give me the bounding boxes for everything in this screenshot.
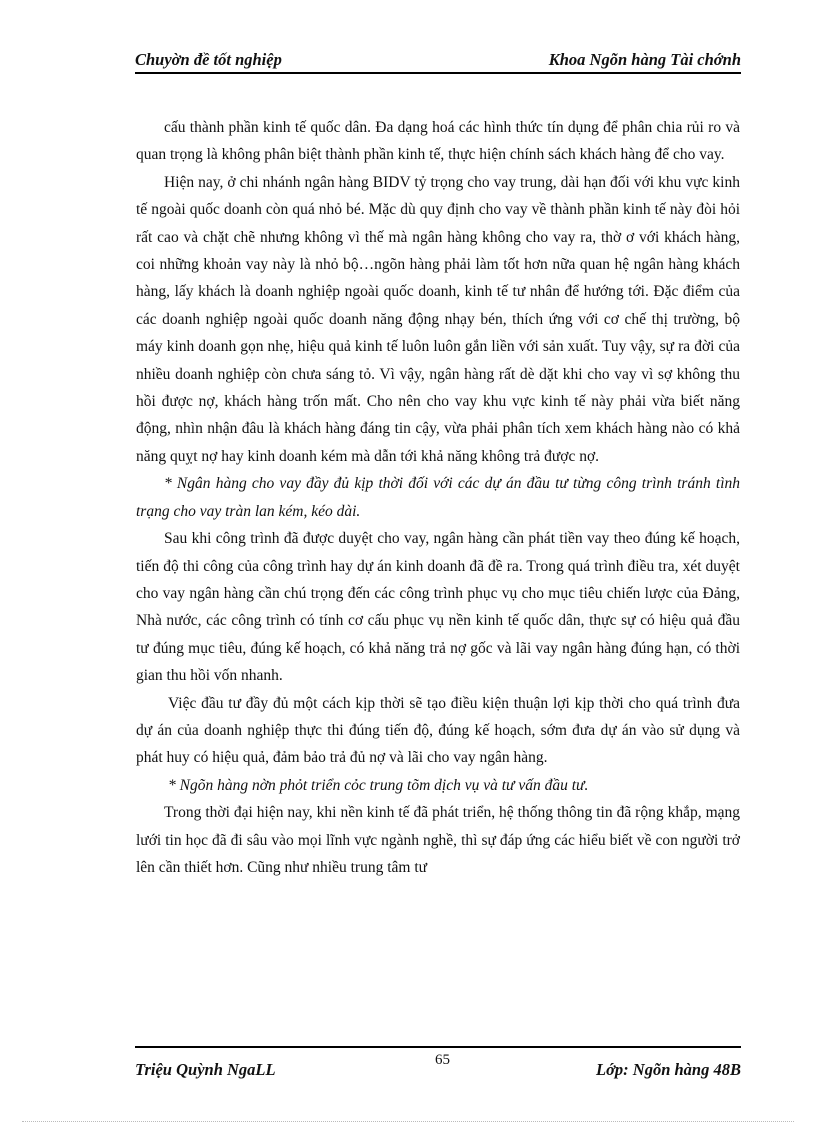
paragraph: cấu thành phần kinh tế quốc dân. Đa dạng hoá các hình thức tín dụng để phân chia rủi ro và quan trọng là không phân biệt thành phần kinh tế, thực hiện chính sách khách hàng để cho vay. <box>136 119 740 164</box>
section-heading: * Ngân hàng cho vay đầy đủ kịp thời đối với các dự án đầu tư từng công trình tránh tình trạng cho vay tràn lan kém, kéo dài. <box>136 475 740 520</box>
paragraph: Hiện nay, ở chi nhánh ngân hàng BIDV tỷ trọng cho vay trung, dài hạn đối với khu vực kinh tế ngoài quốc doanh còn quá nhỏ bé. Mặc dù quy định cho vay về thành phần kinh tế này đòi hỏi rất cao và chặt chẽ nhưng không vì thế mà ngân hàng không cho vay ra, thờ ơ với khách hàng, coi những khoản vay này là nhỏ bộ…ngõn hàng phải làm tốt hơn nữa quan hệ ngân hàng khách hàng, lấy khách là doanh nghiệp ngoài quốc doanh, kinh tế tư nhân để hướng tới. Đặc điểm của các doanh nghiệp ngoài quốc doanh năng động nhạy bén, thích ứng với cơ chế thị trường, bộ máy kinh doanh gọn nhẹ, hiệu quả kinh tế luôn luôn gắn liền với sản xuất. Tuy vậy, sự ra đời của nhiều doanh nghiệp còn chưa sáng tỏ. Vì vậy, ngân hàng rất dè dặt khi cho vay vì sợ không thu hồi được nợ, khách hàng trốn mất. Cho nên cho vay khu vực kinh tế này phải vừa biết năng động, nhìn nhận đâu là khách hàng đáng tin cậy, vừa phải phân tích xem khách hàng nào có khả năng quỵt nợ hay kinh doanh kém mà dẫn tới khả năng không trả được nợ. <box>136 173 740 465</box>
footer-class: Lớp: Ngõn hàng 48B <box>595 1060 741 1079</box>
paragraph: Trong thời đại hiện nay, khi nền kinh tế đã phát triển, hệ thống thông tin đã rộng khắp, mạng lưới tin học đã đi sâu vào mọi lĩnh vực ngành nghề, thì sự đáp ứng các hiểu biết về con người trở lên cần thiết hơn. Cũng như nhiều trung tâm tư <box>136 804 740 876</box>
footer-author: Triệu Quỳnh NgaLL <box>135 1060 276 1079</box>
paragraph: Sau khi công trình đã được duyệt cho vay, ngân hàng cần phát tiền vay theo đúng kế hoạch, tiến độ thi công của công trình hay dự án kinh doanh đã đề ra. Trong quá trình điều tra, xét duyệt cho vay ngân hàng cần chú trọng đến các công trình phục vụ cho mục tiêu chiến lược của Đảng, Nhà nước, các công trình có tính cơ cấu phục vụ nền kinh tế quốc dân, thực sự có hiệu quả đầu tư đúng mục tiêu, đúng kế hoạch, có khả năng trả nợ gốc và lãi vay ngân hàng đúng hạn, có thời gian thu hồi vốn nhanh. <box>136 530 740 685</box>
section-heading: * Ngõn hàng nờn phỏt triển cỏc trung tõm dịch vụ và tư vấn đầu tư. <box>168 776 589 794</box>
page-number: 65 <box>435 1052 450 1068</box>
paragraph: Việc đầu tư đầy đủ một cách kịp thời sẽ tạo điều kiện thuận lợi kịp thời cho quá trình đưa dự án của doanh nghiệp thực thi đúng tiến độ, đúng kế hoạch, sớm đưa dự án vào sử dụng và phát huy có hiệu quả, đảm bảo trả đủ nợ và lãi cho vay ngân hàng. <box>136 694 740 767</box>
document-body <box>136 114 740 881</box>
header-title-left: Chuyờn đề tốt nghiệp <box>135 50 282 69</box>
page-bottom-divider <box>22 1121 794 1122</box>
page-header <box>135 48 741 74</box>
header-title-right: Khoa Ngõn hàng Tài chớnh <box>548 50 741 69</box>
page-footer <box>135 1046 741 1078</box>
